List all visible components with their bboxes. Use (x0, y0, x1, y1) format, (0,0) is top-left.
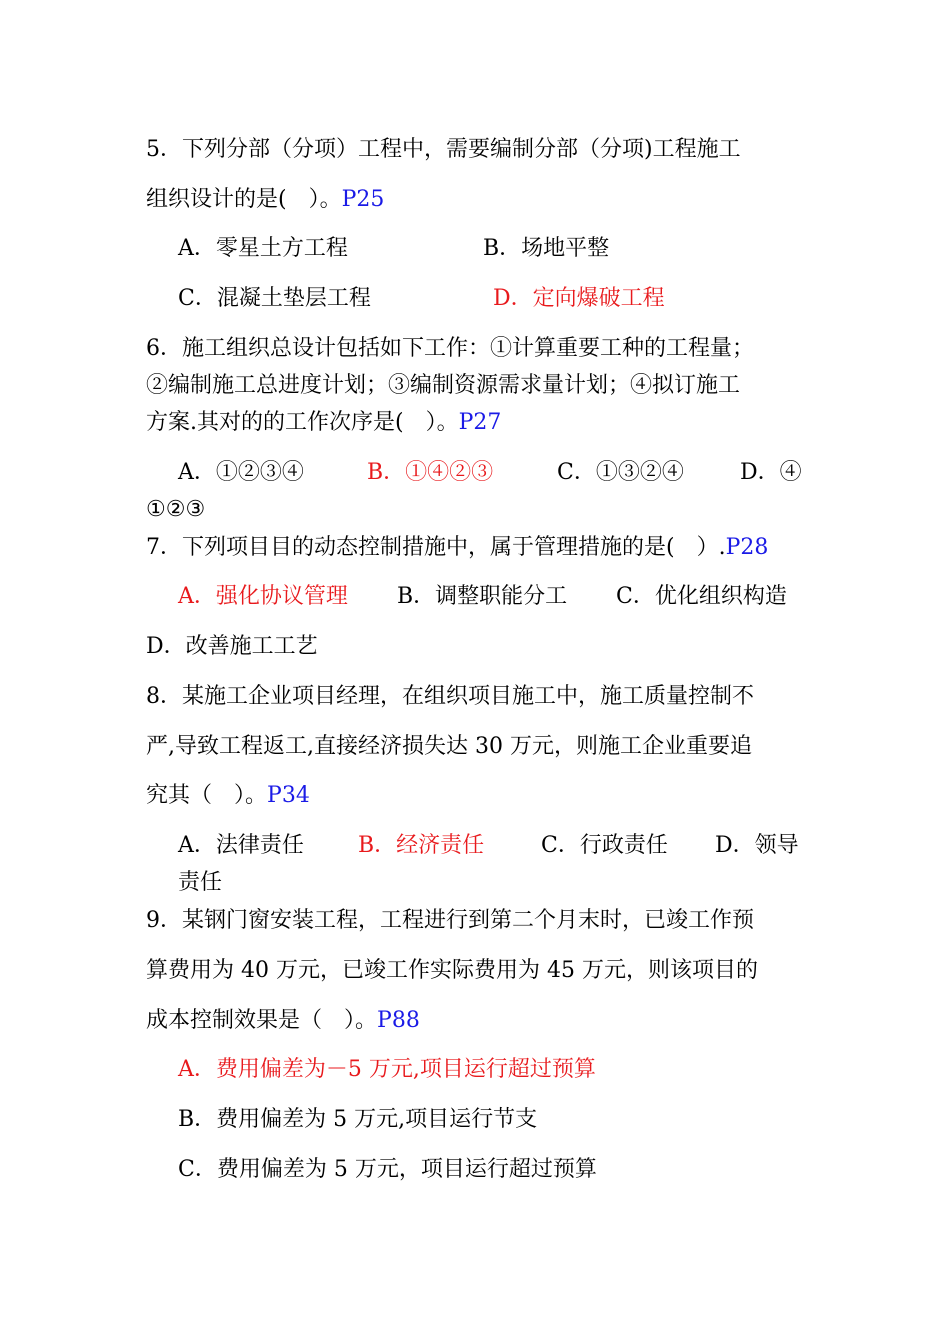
q6-option-d-continued: ①②③ (146, 497, 206, 522)
q7-option-b: B．调整职能分工 (397, 584, 568, 609)
q7-option-a-answer: A．强化协议管理 (178, 584, 348, 609)
q8-option-c: C．行政责任 (541, 833, 668, 858)
q9-stem-line-2: 算费用为 40 万元，已竣工作实际费用为 45 万元，则该项目的 (146, 958, 758, 983)
q9-page-ref: P88 (377, 1008, 420, 1033)
q6-stem-line-3 (146, 408, 501, 438)
q5-page-ref: P25 (341, 187, 385, 212)
q7-option-c: C．优化组织构造 (616, 584, 787, 609)
q6-option-b-answer: B．①④②③ (367, 460, 494, 485)
q8-page-ref: P34 (267, 783, 310, 808)
q8-stem-line-3 (146, 781, 310, 811)
q9-option-a-answer: A．费用偏差为－5 万元,项目运行超过预算 (178, 1057, 596, 1082)
q9-option-b: B．费用偏差为 5 万元,项目运行节支 (178, 1107, 538, 1132)
q5-stem-line-2 (146, 185, 384, 215)
q6-stem-line-1: 6．施工组织总设计包括如下工作：①计算重要工种的工程量； (146, 336, 754, 361)
q9-option-c: C．费用偏差为 5 万元，项目运行超过预算 (178, 1157, 597, 1182)
q6-page-ref: P27 (458, 410, 502, 435)
q8-option-d-continued: 责任 (178, 870, 223, 895)
q8-stem-line-2: 严,导致工程返工,直接经济损失达 30 万元，则施工企业重要追 (146, 734, 752, 759)
q6-stem-line-2: ②编制施工总进度计划；③编制资源需求量计划；④拟订施工 (146, 373, 741, 398)
q7-stem-text: 7．下列项目目的动态控制措施中，属于管理措施的是( ）. (146, 535, 726, 560)
q5-stem-text: 组织设计的是( ）。 (146, 187, 342, 212)
q8-option-d: D．领导 (715, 833, 799, 858)
q5-option-d-answer: D．定向爆破工程 (493, 286, 665, 311)
q9-stem-line-1: 9．某钢门窗安装工程，工程进行到第二个月末时，已竣工作预 (146, 908, 754, 933)
q5-stem-line-1: 5．下列分部（分项）工程中，需要编制分部（分项)工程施工 (146, 137, 741, 162)
q5-option-c: C．混凝土垫层工程 (178, 286, 371, 311)
q8-stem-line-1: 8．某施工企业项目经理，在组织项目施工中，施工质量控制不 (146, 684, 754, 709)
q7-option-d: D．改善施工工艺 (146, 634, 318, 659)
q6-option-c: C．①③②④ (557, 460, 684, 485)
q8-stem-text: 究其（ ）。 (146, 783, 268, 808)
q8-option-b-answer: B．经济责任 (358, 833, 485, 858)
q8-option-a: A．法律责任 (178, 833, 304, 858)
q9-stem-text: 成本控制效果是（ ）。 (146, 1008, 378, 1033)
q6-option-a: A．①②③④ (178, 460, 304, 485)
q9-stem-line-3 (146, 1006, 420, 1036)
q5-option-a: A．零星土方工程 (178, 236, 348, 261)
q7-stem (146, 533, 768, 563)
q7-page-ref: P28 (725, 535, 769, 560)
q5-option-b: B．场地平整 (483, 236, 610, 261)
q6-option-d: D．④ (740, 460, 802, 485)
q6-stem-text: 方案.其对的的工作次序是( ）。 (146, 410, 459, 435)
